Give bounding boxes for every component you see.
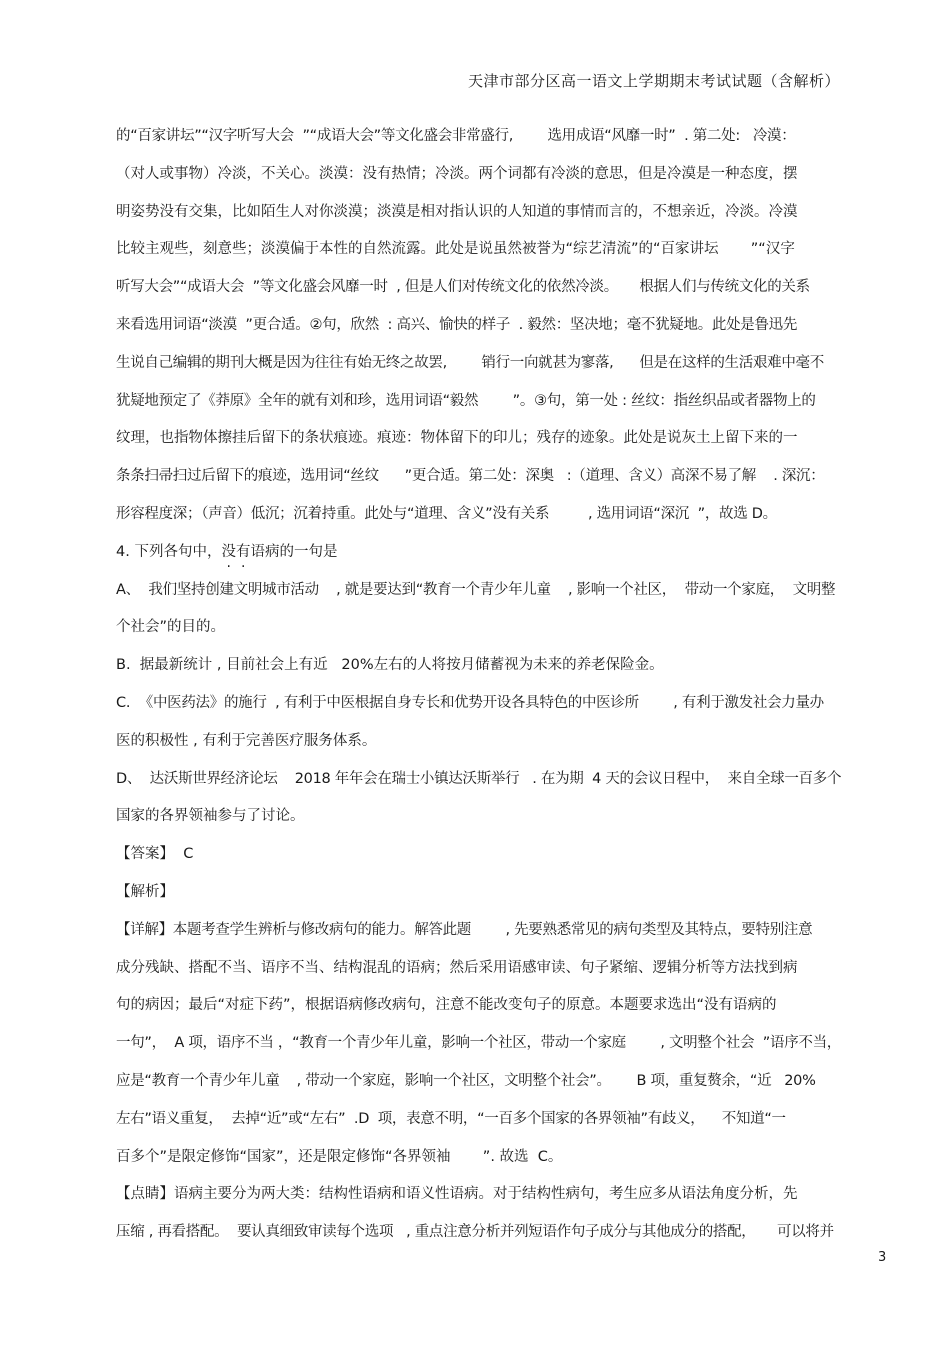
option-b-line: B. 据最新统计 , 目前社会上有近 20%左右的人将按月储蓄视为未来的养老保险金。 — [116, 657, 664, 674]
explanation-line: 【详解】本题考查学生辨析与修改病句的能力。解答此题 , 先要熟悉常见的病句类型及其特点，要特别注意 — [116, 921, 813, 938]
text-line: 明姿势没有交集，比如陌生人对你淡漠；淡漠是相对指认识的人知道的事情而言的，不想亲近，冷淡。冷漠 — [116, 203, 798, 220]
option-d-line: 国家的各界领袖参与了讨论。 — [116, 808, 305, 825]
option-d-line: D、 达沃斯世界经济论坛 2018 年年会在瑞士小镇达沃斯举行 . 在为期 4 天的会议日程中， 来自全球一百多个 — [116, 770, 842, 787]
text-line: 形容程度深；（声音）低沉；沉着持重。此处与“道理、含义”没有关系 , 选用词语“深沉 ”，故选 D。 — [116, 505, 777, 522]
document-body — [116, 118, 900, 1252]
text-line: 生说自己编辑的期刊大概是因为往往有始无终之故罢, 销行一向就甚为寥落, 但是在这样的生活艰难中毫不 — [116, 354, 824, 371]
tip-line: 压缩 , 再看搭配。 要认真细致审读每个选项 , 重点注意分析并列短语作句子成分与其他成分的搭配， 可以将并 — [116, 1224, 834, 1241]
explanation-line: 一句”， A 项，语序不当 ，“教育一个青少年儿童，影响一个社区，带动一个家庭 , 文明整个社会 ”语序不当， — [116, 1035, 841, 1052]
emphasis-char: 没 — [221, 543, 236, 560]
explanation-line: 百多个”是限定修饰“国家”，还是限定修饰“各界领袖 ”. 故选 C。 — [116, 1148, 563, 1165]
text-line: 纹理，也指物体擦挂后留下的条状痕迹。痕迹：物体留下的印儿；残存的迹象。此处是说灰土上留下来的一 — [116, 430, 798, 447]
text-line: 的“百家讲坛”“汉字听写大会 ”“成语大会”等文化盛会非常盛行, 选用成语“风靡一时” . 第二处: 冷漠： — [116, 128, 796, 144]
option-a-line: 个社会”的目的。 — [116, 619, 226, 636]
analysis-heading: 【解析】 — [116, 883, 174, 900]
question-4-suffix: 语病的一句是 — [250, 543, 338, 560]
page-number: 3 — [878, 1250, 887, 1265]
text-line: 犹疑地预定了《莽原》全年的就有刘和珍，选用词语“毅然 ”。③句，第一处 : 丝纹：指丝织品或者器物上的 — [116, 392, 816, 409]
option-c-line: C. 《中医药法》的施行 , 有利于中医根据自身专长和优势开设各具特色的中医诊所 , 有利于激发社会力量办 — [116, 694, 824, 711]
answer-line: 【答案】 C — [116, 846, 194, 863]
explanation-line: 成分残缺、搭配不当、语序不当、结构混乱的语病；然后采用语感审读、句子紧缩、逻辑分析等方法找到病 — [116, 959, 798, 976]
question-4-prefix: 4. 下列各句中， — [116, 543, 222, 560]
text-line: 条条扫帚扫过后留下的痕迹，选用词“丝纹 ”更合适。第二处：深奥 :（道理、含义）高深不易了解 . 深沉： — [116, 468, 825, 485]
explanation-line: 左右”语义重复， 去掉“近”或“左右” .D 项，表意不明，“一百多个国家的各界领袖”有歧义， 不知道“一 — [116, 1110, 786, 1127]
option-c-line: 医的积极性 , 有利于完善医疗服务体系。 — [116, 732, 377, 749]
question-4-stem — [116, 534, 900, 572]
emphasis-char: 有 — [235, 543, 251, 560]
text-line: 比较主观些，刻意些；淡漠偏于本性的自然流露。此处是说虽然被誉为“综艺清流”的“百家讲坛 ”“汉字 — [116, 241, 795, 258]
text-line: （对人或事物）冷淡，不关心。淡漠：没有热情；冷淡。两个词都有冷淡的意思，但是冷漠是一种态度，摆 — [116, 165, 798, 182]
text-line: 听写大会”“成语大会 ”等文化盛会风靡一时 , 但是人们对传统文化的依然冷淡。 根据人们与传统文化的关系 — [116, 279, 810, 296]
text-line: 来看选用词语“淡漠 ”更合适。②句，欣然 : 高兴、愉快的样子 . 毅然：坚决地；毫不犹疑地。此处是鲁迅先 — [116, 316, 798, 333]
explanation-line: 句的病因；最后“对症下药”，根据语病修改病句，注意不能改变句子的原意。本题要求选出“没有语病的 — [116, 997, 777, 1014]
document-header-title: 天津市部分区高一语文上学期期末考试试题（含解析） — [467, 72, 840, 90]
option-a-line: A、 我们坚持创建文明城市活动 , 就是要达到“教育一个青少年儿童 , 影响一个社区， 带动一个家庭， 文明整 — [116, 581, 836, 598]
tip-line: 【点睛】语病主要分为两大类：结构性语病和语义性语病。对于结构性病句，考生应多从语法角度分析，先 — [116, 1186, 798, 1203]
explanation-line: 应是“教育一个青少年儿童 , 带动一个家庭，影响一个社区，文明整个社会”。 B 项，重复赘余，“近 20% — [116, 1072, 816, 1089]
